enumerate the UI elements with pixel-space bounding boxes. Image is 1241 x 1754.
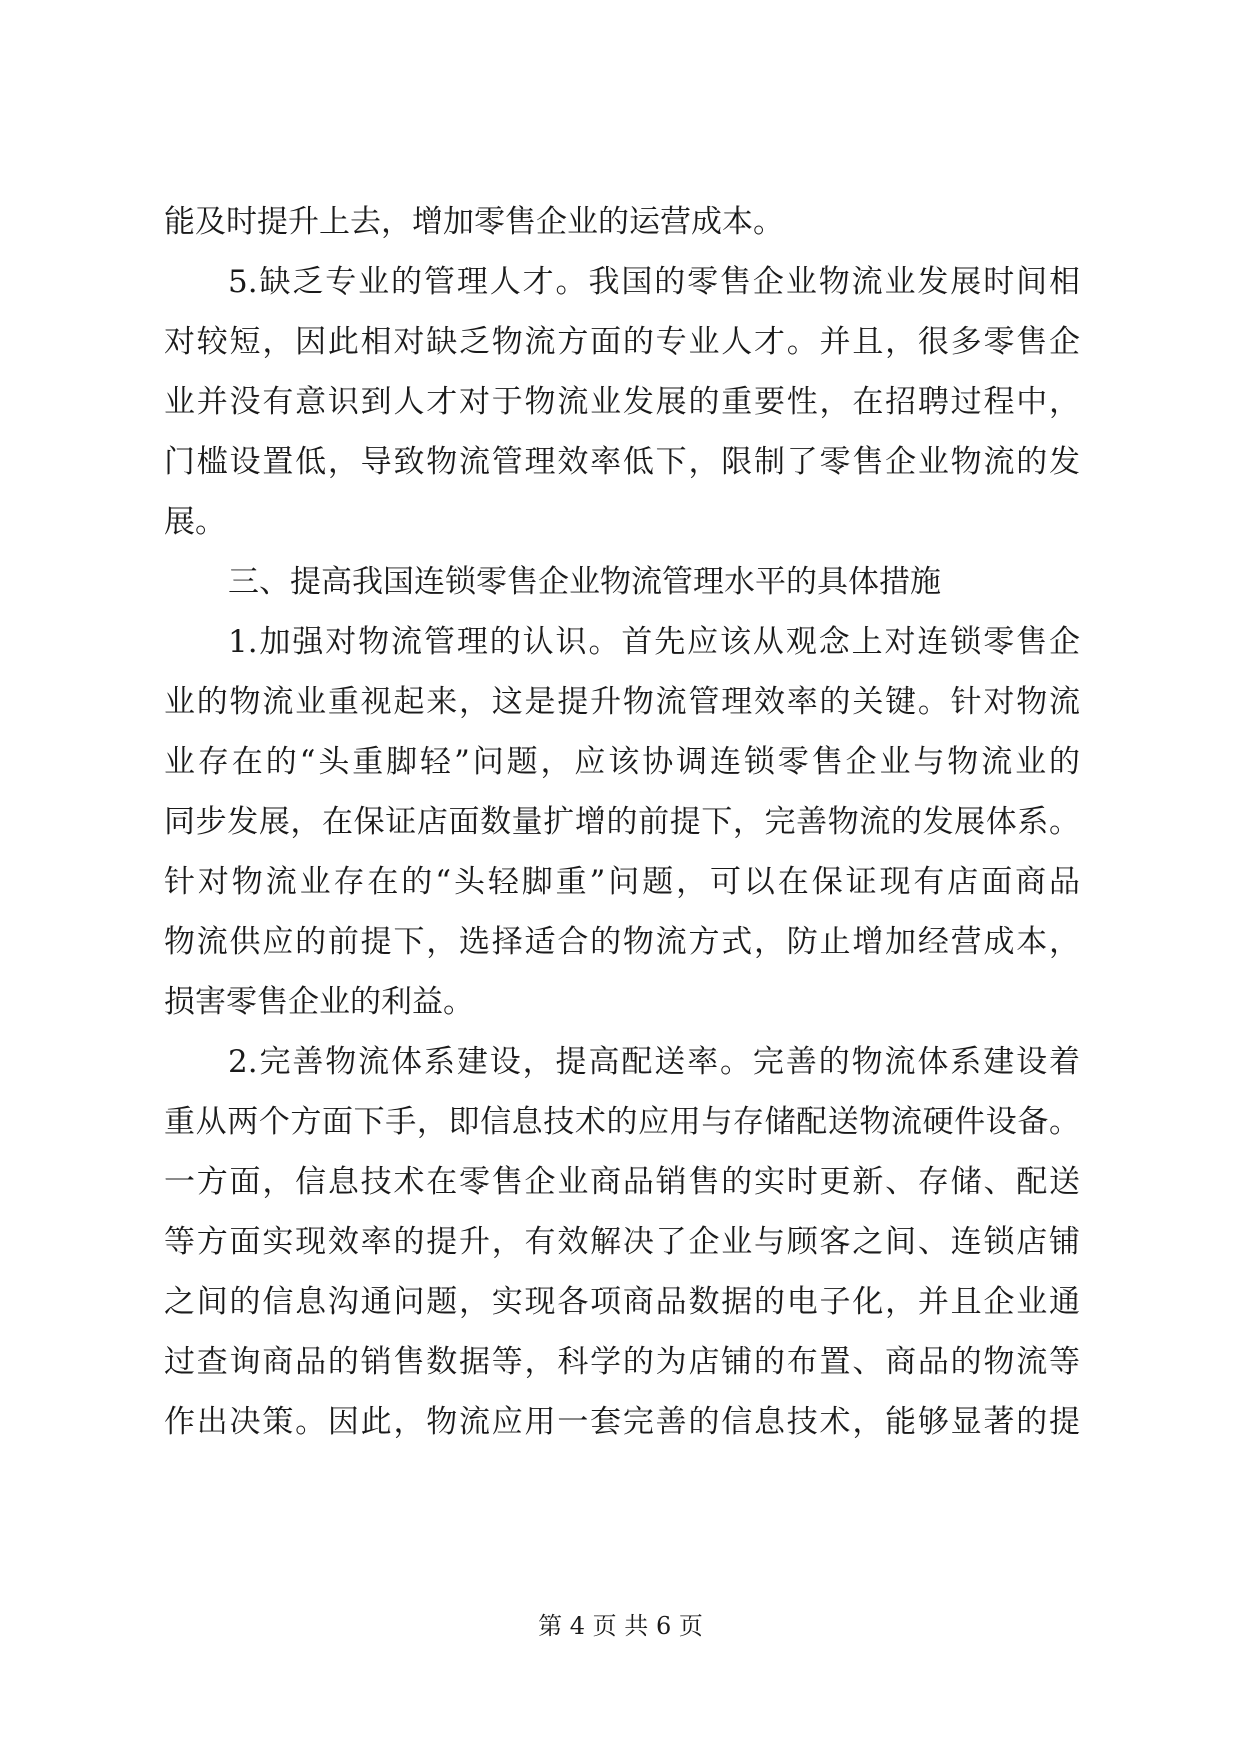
text-line: 2.完善物流体系建设，提高配送率。完善的物流体系建设着 [228, 1044, 1080, 1080]
page-footer: 第 4 页 共 6 页 [538, 1612, 703, 1640]
text-line: 5.缺乏专业的管理人才。我国的零售企业物流业发展时间相 [228, 264, 1080, 300]
body-text [164, 192, 1080, 1452]
section-heading: 三、提高我国连锁零售企业物流管理水平的具体措施 [228, 564, 941, 600]
text-line: 门槛设置低，导致物流管理效率低下，限制了零售企业物流的发 [164, 444, 1080, 480]
text-line: 等方面实现效率的提升，有效解决了企业与顾客之间、连锁店铺 [164, 1224, 1080, 1260]
text-line: 展。 [164, 504, 226, 540]
text-line: 之间的信息沟通问题，实现各项商品数据的电子化，并且企业通 [164, 1284, 1080, 1320]
text-line: 物流供应的前提下，选择适合的物流方式，防止增加经营成本， [164, 924, 1080, 960]
text-line: 作出决策。因此，物流应用一套完善的信息技术，能够显著的提 [164, 1404, 1080, 1440]
text-line: 针对物流业存在的“头轻脚重”问题，可以在保证现有店面商品 [164, 864, 1080, 900]
text-line: 业存在的“头重脚轻”问题，应该协调连锁零售企业与物流业的 [164, 744, 1080, 780]
text-line: 能及时提升上去，增加零售企业的运营成本。 [164, 204, 784, 240]
text-line: 重从两个方面下手，即信息技术的应用与存储配送物流硬件设备。 [164, 1104, 1080, 1140]
text-line: 对较短，因此相对缺乏物流方面的专业人才。并且，很多零售企 [164, 324, 1080, 360]
text-line: 同步发展，在保证店面数量扩增的前提下，完善物流的发展体系。 [164, 804, 1080, 840]
text-line: 过查询商品的销售数据等，科学的为店铺的布置、商品的物流等 [164, 1344, 1080, 1380]
text-line: 一方面，信息技术在零售企业商品销售的实时更新、存储、配送 [164, 1164, 1080, 1200]
text-line: 1.加强对物流管理的认识。首先应该从观念上对连锁零售企 [228, 624, 1080, 660]
text-line: 损害零售企业的利益。 [164, 984, 474, 1020]
text-line: 业的物流业重视起来，这是提升物流管理效率的关键。针对物流 [164, 684, 1080, 720]
text-line: 业并没有意识到人才对于物流业发展的重要性，在招聘过程中， [164, 384, 1080, 420]
